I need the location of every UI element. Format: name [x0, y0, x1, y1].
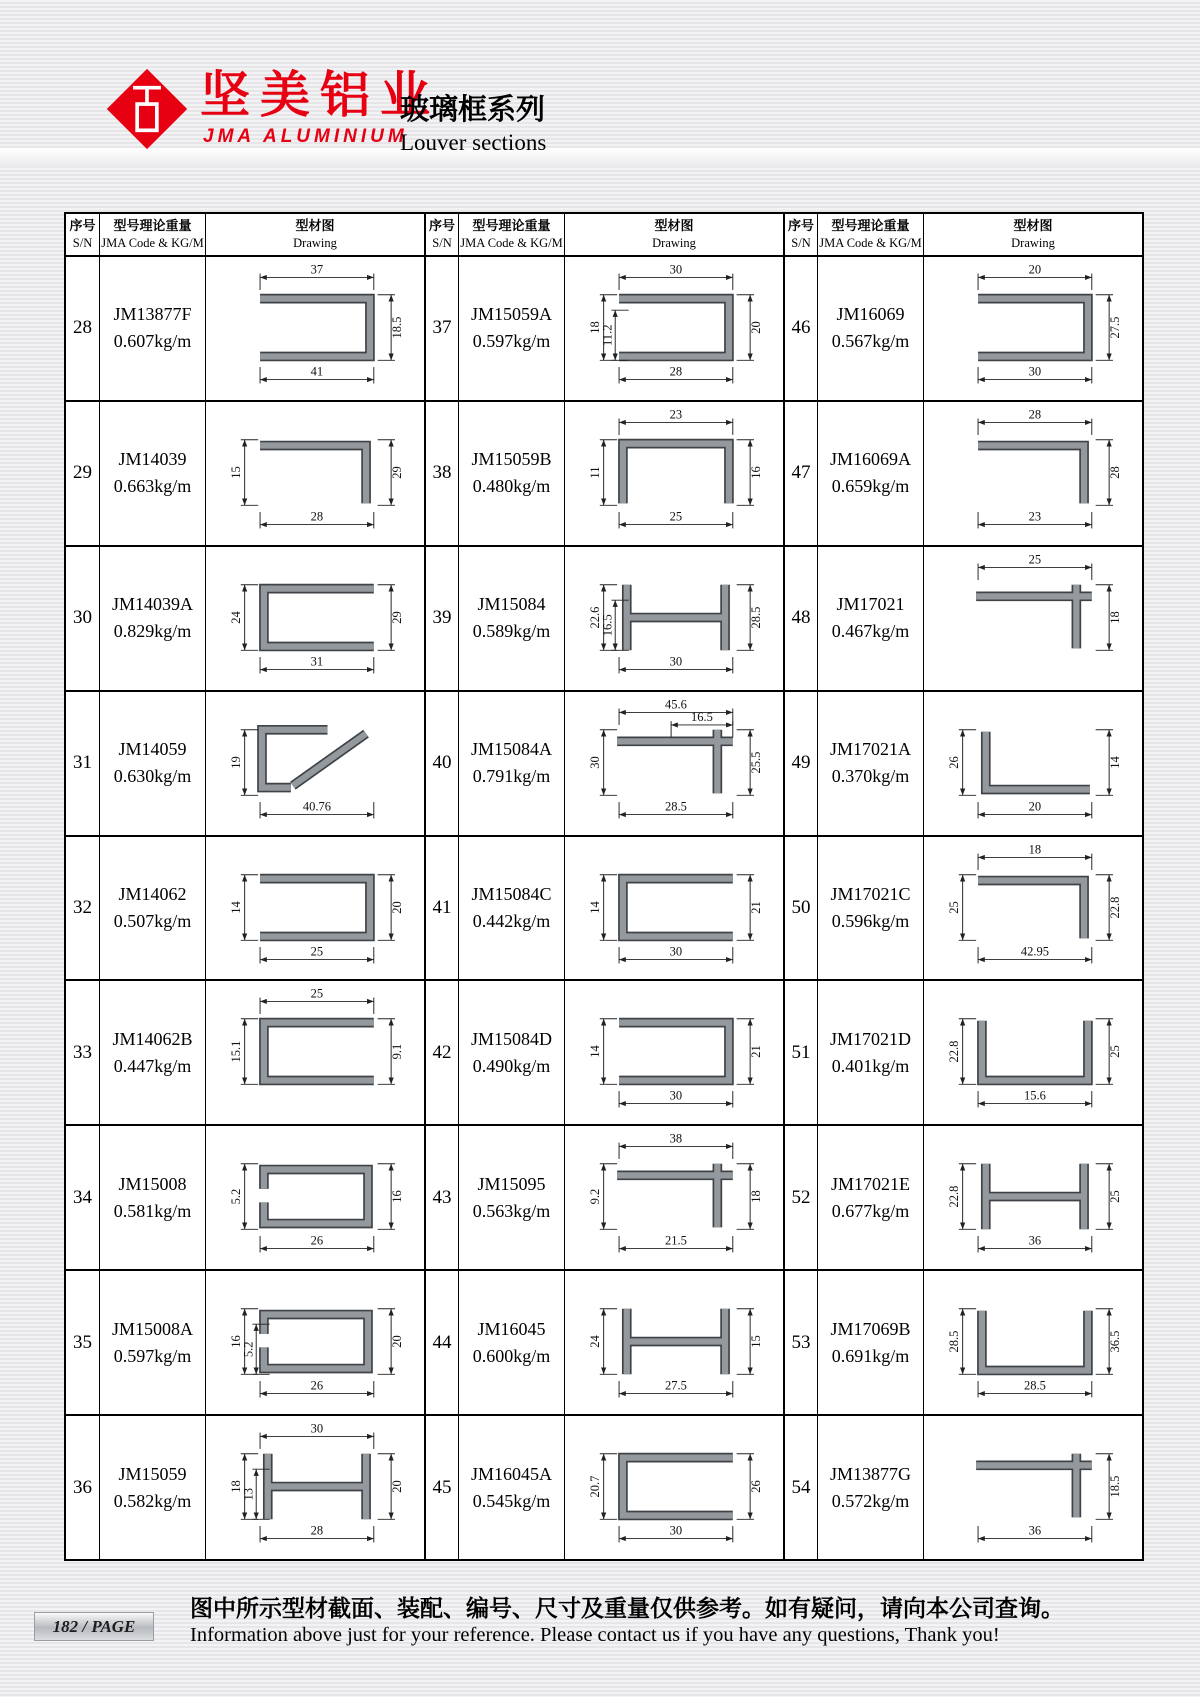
sn-cell: 38	[424, 400, 458, 545]
drawing-cell	[923, 690, 1142, 835]
code-cell	[817, 690, 923, 835]
profile-weight: 0.507kg/m	[113, 911, 192, 931]
profile-drawing	[926, 1131, 1140, 1264]
col-header-drawing: 型材图 Drawing	[205, 214, 424, 255]
profile-weight: 0.567kg/m	[831, 331, 910, 352]
svg-text:20: 20	[389, 1335, 404, 1348]
profile-code: JM17021A	[829, 739, 911, 760]
sn-cell: 48	[783, 545, 817, 690]
profile-weight: 0.663kg/m	[113, 476, 192, 497]
drawing-cell	[564, 835, 783, 980]
svg-text:25: 25	[1028, 552, 1042, 567]
sn-cell: 54	[783, 1414, 817, 1559]
svg-text:36: 36	[1028, 1523, 1042, 1538]
svg-text:16: 16	[748, 466, 763, 479]
profile-code: JM13877G	[829, 1463, 911, 1484]
profile-drawing	[567, 552, 781, 685]
code-cell	[458, 690, 564, 835]
col-header-drawing: 型材图 Drawing	[564, 214, 783, 255]
profile-weight: 0.677kg/m	[831, 1200, 910, 1221]
profile-drawing	[208, 1276, 422, 1409]
svg-text:25: 25	[1107, 1045, 1122, 1059]
profile-code: JM15059B	[471, 449, 552, 470]
svg-text:31: 31	[310, 654, 324, 669]
svg-text:14: 14	[1107, 755, 1122, 769]
svg-text:18: 18	[1107, 610, 1122, 624]
profile-drawing	[567, 697, 781, 830]
drawing-cell	[205, 1269, 424, 1414]
profile-drawing	[208, 842, 422, 975]
profile-code: JM14039A	[111, 594, 193, 615]
code-cell	[817, 979, 923, 1124]
code-cell	[458, 1124, 564, 1269]
svg-text:18: 18	[1028, 842, 1042, 857]
profile-drawing	[567, 1131, 781, 1264]
col-header-sn: 序号 S/N	[424, 214, 458, 255]
svg-text:25: 25	[669, 509, 683, 524]
svg-text:30: 30	[310, 1421, 324, 1436]
profile-drawing	[926, 407, 1140, 540]
drawing-cell	[923, 979, 1142, 1124]
svg-text:18: 18	[587, 321, 602, 334]
svg-text:20: 20	[1028, 799, 1042, 814]
drawing-cell	[923, 835, 1142, 980]
profile-weight: 0.545kg/m	[472, 1490, 551, 1511]
code-cell	[458, 255, 564, 400]
svg-text:28: 28	[310, 1523, 324, 1538]
drawing-cell	[205, 255, 424, 400]
sn-cell: 40	[424, 690, 458, 835]
svg-text:28.5: 28.5	[1023, 1378, 1046, 1393]
svg-text:27.5: 27.5	[664, 1378, 687, 1393]
profile-drawing	[567, 262, 781, 395]
svg-text:30: 30	[1028, 364, 1042, 379]
profile-drawing	[926, 1276, 1140, 1409]
brand-name-en: JMA ALUMINIUM	[203, 126, 408, 147]
drawing-cell	[205, 1414, 424, 1559]
svg-text:26: 26	[310, 1378, 324, 1393]
svg-text:26: 26	[946, 755, 961, 769]
drawing-cell	[205, 979, 424, 1124]
drawing-cell	[923, 255, 1142, 400]
profile-drawing	[208, 1421, 422, 1554]
profile-weight: 0.581kg/m	[113, 1200, 192, 1221]
profile-weight: 0.480kg/m	[472, 476, 551, 497]
profile-weight: 0.442kg/m	[472, 911, 551, 931]
profile-code: JM16045	[477, 1318, 546, 1339]
code-cell	[817, 255, 923, 400]
svg-text:25: 25	[310, 986, 324, 1001]
footer-note-cn: 图中所示型材截面、装配、编号、尺寸及重量仅供参考。如有疑问，请向本公司查询。	[190, 1595, 1064, 1621]
svg-text:15.6: 15.6	[1023, 1089, 1046, 1104]
drawing-cell	[923, 545, 1142, 690]
drawing-cell	[205, 400, 424, 545]
svg-text:14: 14	[587, 900, 602, 914]
profile-weight: 0.791kg/m	[472, 766, 551, 787]
svg-text:41: 41	[310, 364, 324, 379]
code-cell	[458, 979, 564, 1124]
sn-cell: 32	[66, 835, 99, 980]
svg-text:15: 15	[228, 466, 243, 479]
series-title-cn: 玻璃框系列	[400, 94, 546, 126]
sn-cell: 45	[424, 1414, 458, 1559]
profile-code: JM14059	[118, 739, 187, 760]
profile-weight: 0.630kg/m	[113, 766, 192, 787]
svg-text:16: 16	[389, 1190, 404, 1204]
code-cell	[99, 255, 205, 400]
svg-text:29: 29	[389, 610, 404, 624]
profile-code: JM15008	[118, 1173, 187, 1194]
profile-code: JM15059A	[470, 304, 552, 325]
svg-text:11.2: 11.2	[600, 324, 615, 346]
svg-text:16.5: 16.5	[600, 614, 615, 636]
profile-drawing	[567, 407, 781, 540]
svg-text:16: 16	[228, 1335, 243, 1348]
profile-code: JM17021C	[830, 884, 911, 904]
sn-cell: 53	[783, 1269, 817, 1414]
svg-text:22.8: 22.8	[946, 1185, 961, 1208]
drawing-cell	[923, 1124, 1142, 1269]
svg-text:18.5: 18.5	[389, 316, 404, 339]
profile-drawing	[926, 842, 1140, 975]
code-cell	[458, 835, 564, 980]
code-cell	[99, 545, 205, 690]
svg-text:30: 30	[669, 654, 683, 669]
svg-text:28.5: 28.5	[748, 606, 763, 629]
svg-text:25: 25	[1107, 1190, 1122, 1204]
profile-code: JM17021	[836, 594, 905, 615]
jma-diamond-logo-icon	[106, 68, 188, 150]
profile-drawing	[926, 262, 1140, 395]
sn-cell: 41	[424, 835, 458, 980]
code-cell	[99, 835, 205, 980]
profile-code: JM15084D	[470, 1028, 552, 1049]
svg-text:22.8: 22.8	[946, 1040, 961, 1063]
profile-table	[64, 212, 1144, 1561]
drawing-cell	[564, 979, 783, 1124]
svg-text:20: 20	[389, 1480, 404, 1493]
svg-text:20: 20	[1028, 262, 1042, 277]
sn-cell: 46	[783, 255, 817, 400]
code-cell	[817, 400, 923, 545]
svg-text:40.76: 40.76	[302, 799, 332, 814]
drawing-cell	[564, 545, 783, 690]
profile-code: JM13877F	[113, 304, 192, 325]
profile-weight: 0.691kg/m	[831, 1345, 910, 1366]
code-cell	[99, 1414, 205, 1559]
svg-text:36: 36	[1028, 1234, 1042, 1249]
profile-drawing	[926, 697, 1140, 830]
profile-drawing	[208, 1131, 422, 1264]
svg-text:27.5: 27.5	[1107, 316, 1122, 339]
profile-weight: 0.607kg/m	[113, 331, 192, 352]
sn-cell: 36	[66, 1414, 99, 1559]
svg-text:42.95: 42.95	[1020, 944, 1050, 959]
svg-text:18: 18	[748, 1190, 763, 1204]
profile-weight: 0.829kg/m	[113, 621, 192, 642]
code-cell	[99, 979, 205, 1124]
code-cell	[458, 1414, 564, 1559]
svg-text:20: 20	[748, 321, 763, 334]
code-cell	[99, 1124, 205, 1269]
svg-text:28.5: 28.5	[664, 799, 687, 814]
svg-text:9.1: 9.1	[389, 1044, 404, 1060]
series-title-en: Louver sections	[400, 130, 547, 155]
sn-cell: 37	[424, 255, 458, 400]
svg-text:24: 24	[228, 610, 243, 624]
svg-text:23: 23	[1028, 509, 1042, 524]
svg-text:45.6: 45.6	[664, 697, 687, 712]
svg-text:22.6: 22.6	[587, 606, 602, 629]
drawing-cell	[564, 1124, 783, 1269]
svg-text:26: 26	[748, 1480, 763, 1493]
profile-weight: 0.467kg/m	[831, 621, 910, 642]
code-cell	[99, 400, 205, 545]
profile-drawing	[567, 1276, 781, 1409]
drawing-cell	[205, 835, 424, 980]
code-cell	[99, 690, 205, 835]
svg-text:28: 28	[310, 509, 324, 524]
svg-text:26: 26	[310, 1234, 324, 1249]
page-number-badge: 182 / PAGE	[34, 1612, 154, 1641]
profile-weight: 0.370kg/m	[831, 766, 910, 787]
profile-drawing	[567, 986, 781, 1119]
sn-cell: 30	[66, 545, 99, 690]
profile-drawing	[926, 1421, 1140, 1554]
profile-code: JM16069A	[829, 449, 911, 470]
svg-text:25: 25	[946, 900, 961, 914]
sn-cell: 33	[66, 979, 99, 1124]
svg-text:21.5: 21.5	[664, 1234, 687, 1249]
svg-text:20: 20	[389, 900, 404, 914]
drawing-cell	[564, 1269, 783, 1414]
code-cell	[817, 545, 923, 690]
svg-text:29: 29	[389, 466, 404, 479]
svg-text:5.2: 5.2	[241, 1341, 256, 1358]
profile-code: JM17021D	[829, 1028, 911, 1049]
svg-text:23: 23	[669, 407, 683, 422]
svg-text:15.1: 15.1	[228, 1040, 243, 1063]
sn-cell: 42	[424, 979, 458, 1124]
footer-note-en: Information above just for your reference. Please contact us if you have any questions, Thank you!	[190, 1624, 1000, 1646]
profile-drawing	[567, 1421, 781, 1554]
profile-weight: 0.659kg/m	[831, 476, 910, 497]
svg-text:22.8: 22.8	[1107, 896, 1122, 918]
sn-cell: 52	[783, 1124, 817, 1269]
profile-weight: 0.401kg/m	[831, 1055, 910, 1076]
svg-text:13: 13	[241, 1488, 256, 1501]
code-cell	[458, 1269, 564, 1414]
code-cell	[817, 835, 923, 980]
drawing-cell	[923, 1414, 1142, 1559]
drawing-cell	[205, 1124, 424, 1269]
sn-cell: 39	[424, 545, 458, 690]
svg-text:16.5: 16.5	[690, 709, 713, 724]
profile-drawing	[208, 262, 422, 395]
svg-text:25: 25	[310, 944, 324, 959]
profile-code: JM17069B	[830, 1318, 911, 1339]
code-cell	[817, 1124, 923, 1269]
col-header-sn: 序号 S/N	[69, 217, 96, 250]
profile-weight: 0.582kg/m	[113, 1490, 192, 1511]
profile-weight: 0.596kg/m	[831, 911, 910, 931]
profile-code: JM15084C	[471, 884, 552, 904]
profile-drawing	[567, 842, 781, 975]
sn-cell: 43	[424, 1124, 458, 1269]
profile-code: JM14062B	[112, 1028, 193, 1049]
drawing-cell	[564, 400, 783, 545]
svg-text:28: 28	[1107, 466, 1122, 479]
profile-code: JM14062	[118, 884, 187, 904]
svg-text:21: 21	[748, 900, 763, 914]
sn-cell: 35	[66, 1269, 99, 1414]
profile-weight: 0.563kg/m	[472, 1200, 551, 1221]
col-header-code: 型号理论重量 JMA Code & KG/M	[99, 214, 205, 255]
svg-text:11: 11	[587, 466, 602, 479]
svg-text:30: 30	[669, 262, 683, 277]
svg-text:14: 14	[228, 900, 243, 914]
code-cell	[817, 1269, 923, 1414]
profile-weight: 0.589kg/m	[472, 621, 551, 642]
profile-weight: 0.447kg/m	[113, 1055, 192, 1076]
sn-cell: 34	[66, 1124, 99, 1269]
svg-text:25.5: 25.5	[748, 751, 763, 774]
profile-drawing	[208, 986, 422, 1119]
svg-text:37: 37	[310, 262, 324, 277]
sn-cell: 29	[66, 400, 99, 545]
drawing-cell	[564, 1414, 783, 1559]
profile-weight: 0.600kg/m	[472, 1345, 551, 1366]
profile-drawing	[208, 697, 422, 830]
code-cell	[458, 400, 564, 545]
sn-cell: 51	[783, 979, 817, 1124]
profile-drawing	[926, 986, 1140, 1119]
sn-cell: 28	[66, 255, 99, 400]
svg-text:28: 28	[1028, 407, 1042, 422]
sn-cell: 47	[783, 400, 817, 545]
sn-cell: 49	[783, 690, 817, 835]
profile-weight: 0.490kg/m	[472, 1055, 551, 1076]
svg-text:38: 38	[669, 1131, 683, 1146]
sn-cell: 31	[66, 690, 99, 835]
profile-drawing	[208, 407, 422, 540]
drawing-cell	[923, 1269, 1142, 1414]
svg-text:5.2: 5.2	[228, 1188, 243, 1205]
drawing-cell	[205, 545, 424, 690]
svg-text:9.2: 9.2	[587, 1188, 602, 1205]
svg-text:19: 19	[228, 755, 243, 769]
drawing-cell	[205, 690, 424, 835]
svg-text:21: 21	[748, 1045, 763, 1059]
drawing-cell	[923, 400, 1142, 545]
svg-text:24: 24	[587, 1335, 602, 1348]
svg-text:30: 30	[669, 1523, 683, 1538]
brand-name-cn: 坚美铝业	[200, 67, 440, 123]
profile-code: JM15059	[118, 1463, 187, 1484]
code-cell	[99, 1269, 205, 1414]
code-cell	[817, 1414, 923, 1559]
profile-code: JM16069	[836, 304, 905, 325]
profile-code: JM15084	[477, 594, 546, 615]
svg-text:18: 18	[228, 1480, 243, 1493]
header-divider	[0, 148, 1200, 168]
profile-code: JM15095	[477, 1173, 546, 1194]
profile-code: JM15084A	[470, 739, 552, 760]
profile-drawing	[926, 552, 1140, 685]
col-header-code: 型号理论重量 JMA Code & KG/M	[458, 214, 564, 255]
svg-text:15: 15	[748, 1335, 763, 1348]
drawing-cell	[564, 690, 783, 835]
code-cell	[458, 545, 564, 690]
svg-text:18.5: 18.5	[1107, 1475, 1122, 1498]
profile-code: JM14039	[118, 449, 187, 470]
svg-text:30: 30	[669, 1089, 683, 1104]
svg-text:20.7: 20.7	[587, 1475, 602, 1498]
svg-text:28: 28	[669, 364, 683, 379]
col-header-sn: 序号 S/N	[783, 214, 817, 255]
profile-code: JM15008A	[111, 1318, 193, 1339]
sn-cell: 44	[424, 1269, 458, 1414]
col-header-code: 型号理论重量 JMA Code & KG/M	[817, 214, 923, 255]
sn-cell: 50	[783, 835, 817, 980]
profile-weight: 0.572kg/m	[831, 1490, 910, 1511]
svg-text:36.5: 36.5	[1107, 1330, 1122, 1353]
svg-text:30: 30	[587, 755, 602, 769]
profile-code: JM16045A	[470, 1463, 552, 1484]
profile-weight: 0.597kg/m	[113, 1345, 192, 1366]
drawing-cell	[564, 255, 783, 400]
profile-code: JM17021E	[830, 1173, 910, 1194]
col-header-drawing: 型材图 Drawing	[923, 214, 1142, 255]
profile-weight: 0.597kg/m	[472, 331, 551, 352]
svg-text:14: 14	[587, 1045, 602, 1059]
svg-text:28.5: 28.5	[946, 1330, 961, 1353]
svg-text:30: 30	[669, 944, 683, 959]
profile-drawing	[208, 552, 422, 685]
